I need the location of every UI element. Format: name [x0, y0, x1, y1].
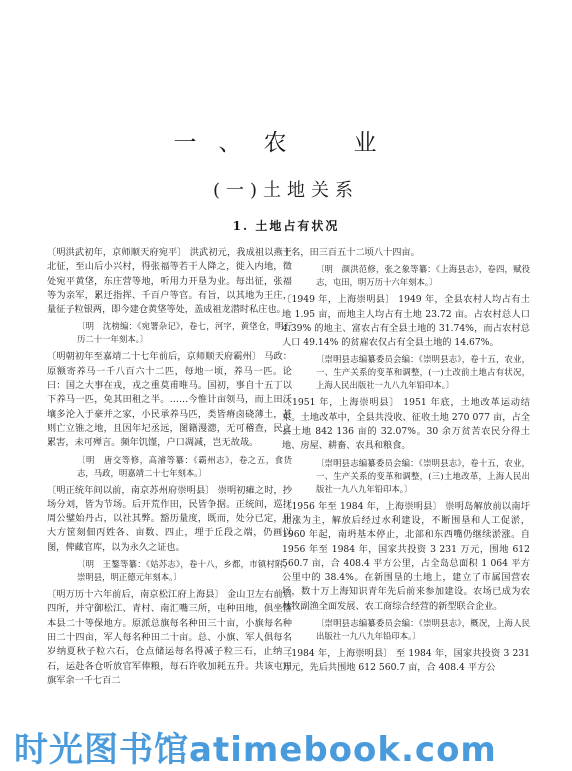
left-column	[47, 246, 292, 691]
body-paragraph: 〔明万历十六年前后，南京松江府上海县〕 金山卫左右前后四所，并守御松江、青村、南汇嘴三所，屯种田地，俱坐落本县二十等保地方。原派总旗每名种田三十亩，小旗每名种田二十四亩，军人每名种田二十亩。总、小旗、军人俱每名岁纳夏秋子粒六石，仓点储运每名得减子粒三石，止纳三石，运赴各仓听放官军俸粮，每石许收加耗五升。共该屯田旗军余一千七百二	[47, 589, 292, 686]
citation-paragraph: 〔明 唐交等修，高濬等纂：《霸州志》，卷之五，食货志，马政，明嘉靖二十七年刻本。〕	[77, 454, 292, 478]
body-paragraph: 十名，田三百五十二顷八十四亩。	[282, 247, 420, 258]
watermark-text: 时光图书馆atimebook.com	[14, 730, 497, 770]
body-paragraph: 〔明正统年间以前，南京苏州府崇明县〕 崇明初瘫之时，抄场分刘，皆为节场。后开荒作田，民皆争据。正统间，巡抚周公鐾始丹占，以社其弊。豁历量度，既而，处分已定，用大方筐刻佃丙姓各、亩数、四止，埋于丘段之端，仍画以图，俾藏官库，以为永久之证也。	[47, 484, 292, 553]
chapter-title: 一、农 业	[173, 130, 399, 156]
body-paragraph: 〔明朝初年至嘉靖二十七年前后，京师顺天府霸州〕 马政：原额寄养马一千八百六十二匹，每地一顷，养马一匹。论曰：国之大事在戎，戎之重莫甫唯马。国初，事自十五丁以下养马一匹，免其田租之半。……今惟计亩领马，而上田沃壤多沦入于豪并之家，小民承养马匹，类皆瘠卤硗薄土，甚则亡立锥之地，且因年圮丞远，图籍漫漶，无可稽查，民之累害，未可殚言。频年饥馑，户口凋减，岂无故哉。	[47, 351, 292, 449]
subsection-title: 1. 土地占有状况	[232, 219, 340, 233]
body-paragraph: 〔明洪武初年，京师顺天府宛平〕 洪武初元，我成祖以燕王北征，至山后小兴村，得张福等若干人降之，徙入内地，徵处宛平黄垡，东庄营等地，听用力开垦为业。每出征，张福等为亲军，累迁指挥、千百户等官。有旨，以其地为王庄，量征子粒银两，即今建仓黄垡等处，盖成祖龙潜时私庄也。	[47, 247, 292, 316]
citation-paragraph: 〔崇明县志编纂委员会编：《崇明县志》，卷十五，农业，一、生产关系的变革和调整，(一)土改前土地占有状况，上海人民出版社一九八九年铅印本。〕	[316, 354, 530, 391]
watermark-bar	[0, 722, 572, 768]
citation-paragraph: 〔明 颜洪范修，张之象等纂：《上海县志》，卷四，赋役志，屯田，明万历十六年刻本。〕	[316, 264, 530, 288]
body-paragraph: 〔1956 年至 1984 年，上海崇明县〕 崇明岛解放前以南圩北涨为主，解放后经过水利建设，不断围垦和人工促淤，1960 年起，南坍基本停止，北部和东西嘴仍继续淤涨。自 1956 年至 1984 年，国家共投资 3 231 万元，围地 612 560.7 亩，合 408.4 平方公里，占全岛总面积 1 064 平方公里中的 38.4%。在新围垦的土地上，建立了市属国营农场，数十万上海知识青年先后前来参加建设。农场已成为农林牧副渔全面发展、农工商综合经营的新型联合企业。	[282, 500, 530, 612]
citation-paragraph: 〔崇明县志编纂委员会编：《崇明县志》，概况，上海人民出版社一九八九年铅印本。〕	[316, 618, 530, 642]
section-title: (一)土地关系	[212, 180, 360, 201]
citation-paragraph: 〔明 王鏊等纂：《姑苏志》，卷十八，乡都，市镇村附，崇明县，明正德元年刻本。〕	[77, 559, 292, 583]
body-paragraph: 〔1949 年，上海崇明县〕 1949 年，全县农村人均占有土地 1.95 亩，而地主人均占有土地 23.72 亩。占农村总人口 4.39% 的地主、富农占有全县土地的 31.74%，而占农村总人口 49.14% 的贫雇农仅占有全县土地的 14.67%。	[282, 294, 530, 349]
citation-paragraph: 〔崇明县志编纂委员会编：《崇明县志》，卷十五，农业，一、生产关系的变革和调整，(三)土地改革，上海人民出版社一九八九年铅印本。〕	[316, 457, 530, 494]
citation-paragraph: 〔明 沈榜编：《宛署杂记》，卷七，河字，黄垡仓，明万历二十一年刻本。〕	[77, 321, 292, 345]
body-paragraph: 〔1984 年，上海崇明县〕 至 1984 年，国家共投资 3 231 万元，先后共围地 612 560.7 亩，合 408.4 平方公	[282, 648, 530, 674]
body-paragraph: 〔1951 年，上海崇明县〕 1951 年底，土地改革运动结束。土地改革中，全县共没收、征收土地 270 077 亩，占全县土地 842 136 亩的 32.07%。30 余万贫苦农民分得土地、房屋、耕畜、农具和粮食。	[282, 397, 530, 452]
right-column	[282, 246, 530, 679]
